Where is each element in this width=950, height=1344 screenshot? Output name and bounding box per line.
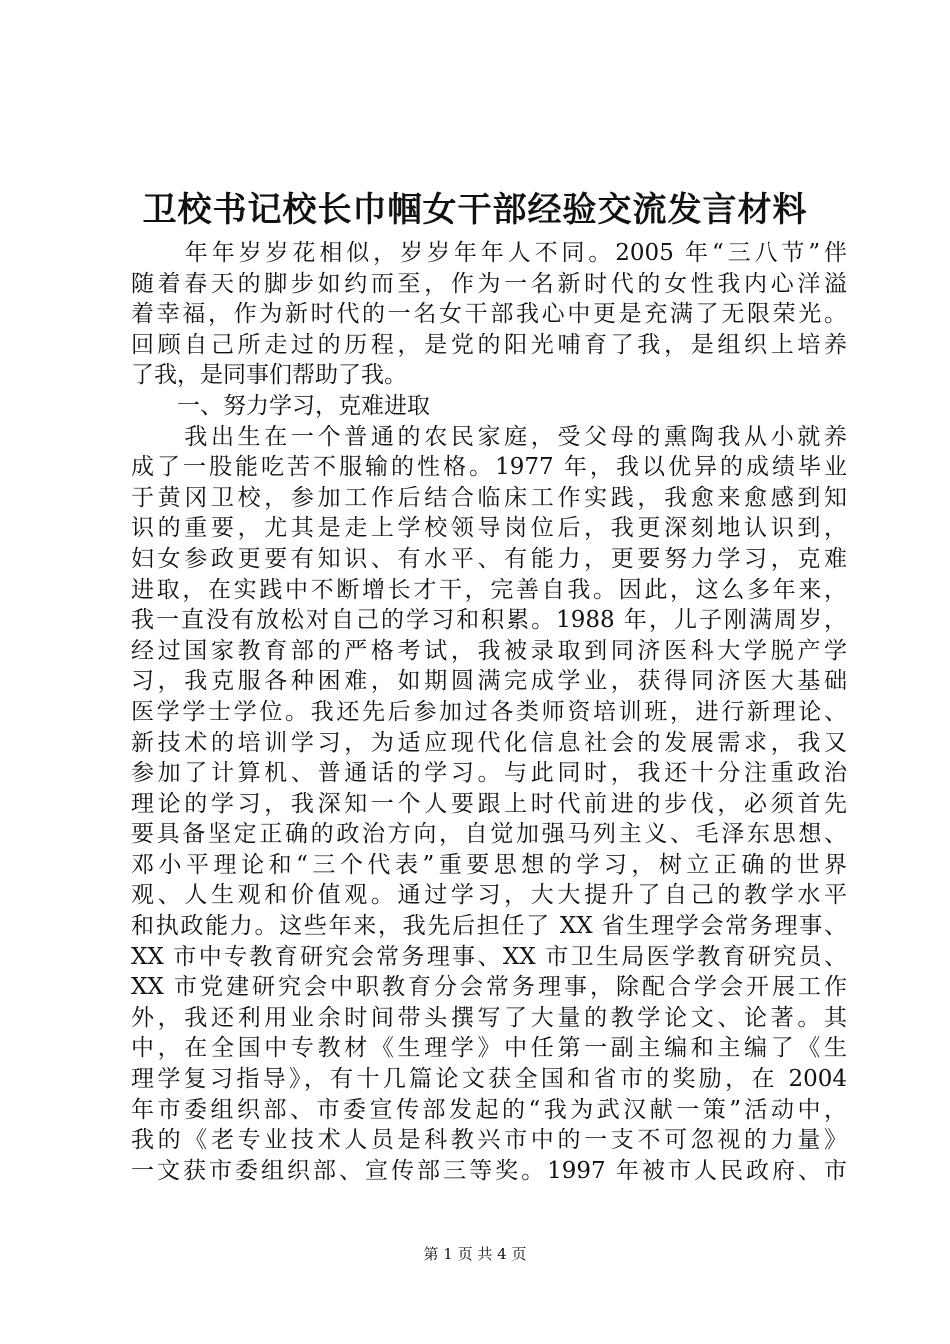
body-line: 理论的学习，我深知一个人要跟上时代前进的步伐，必须首先 (131, 790, 847, 817)
body-line: 妇女参政更要有知识、有水平、有能力，更要努力学习，克难 (131, 545, 847, 572)
body-line: 一、努力学习，克难进取 (131, 392, 430, 419)
body-line: 新技术的培训学习，为适应现代化信息社会的发展需求，我又 (131, 729, 847, 756)
body-line: XX 市中专教育研究会常务理事、XX 市卫生局医学教育研究员、 (131, 943, 847, 970)
body-line: 回顾自己所走过的历程，是党的阳光哺育了我，是组织上培养 (131, 331, 847, 358)
body-line: 理学复习指导》，有十几篇论文获全国和省市的奖励，在 2004 (131, 1066, 847, 1093)
body-line: 和执政能力。这些年来，我先后担任了 XX 省生理学会常务理事、 (131, 913, 847, 940)
body-line: 年年岁岁花相似，岁岁年年人不同。2005 年“三八节”伴 (131, 240, 847, 266)
body-line: 参加了计算机、普通话的学习。与此同时，我还十分注重政治 (131, 760, 847, 787)
body-line: 经过国家教育部的严格考试，我被录取到同济医科大学脱产学 (131, 637, 847, 664)
document-body (131, 238, 847, 1186)
body-line: 习，我克服各种困难，如期圆满完成学业，获得同济医大基础 (131, 668, 847, 695)
body-line: 一文获市委组织部、宣传部三等奖。1997 年被市人民政府、市 (131, 1157, 847, 1184)
body-line: 中，在全国中专教材《生理学》中任第一副主编和主编了《生 (131, 1035, 847, 1062)
body-line: 成了一股能吃苦不服输的性格。1977 年，我以优异的成绩毕业 (131, 454, 847, 481)
document-title: 卫校书记校长巾帼女干部经验交流发言材料 (142, 190, 808, 230)
body-line: 着幸福，作为新时代的一名女干部我心中更是充满了无限荣光。 (131, 301, 847, 328)
body-line: 我出生在一个普通的农民家庭，受父母的熏陶我从小就养 (131, 423, 847, 450)
body-line: 年市委组织部、市委宣传部发起的“我为武汉献一策”活动中， (131, 1096, 847, 1123)
body-line: 我一直没有放松对自己的学习和积累。1988 年，儿子刚满周岁， (131, 607, 847, 634)
body-line: 识的重要，尤其是走上学校领导岗位后，我更深刻地认识到， (131, 515, 847, 542)
body-line: 观、人生观和价值观。通过学习，大大提升了自己的教学水平 (131, 882, 847, 909)
body-line: 我的《老专业技术人员是科教兴市中的一支不可忽视的力量》 (131, 1127, 847, 1154)
body-line: XX 市党建研究会中职教育分会常务理事，除配合学会开展工作 (131, 974, 847, 1001)
body-line: 于黄冈卫校，参加工作后结合临床工作实践，我愈来愈感到知 (131, 484, 847, 511)
body-line: 医学学士学位。我还先后参加过各类师资培训班，进行新理论、 (131, 698, 847, 725)
page-footer: 第 1 页 共 4 页 (423, 1245, 527, 1263)
body-line: 邓小平理论和“三个代表”重要思想的学习，树立正确的世界 (131, 851, 847, 878)
body-line: 了我，是同事们帮助了我。 (131, 362, 407, 389)
body-line: 要具备坚定正确的政治方向，自觉加强马列主义、毛泽东思想、 (131, 821, 847, 848)
body-line: 外，我还利用业余时间带头撰写了大量的教学论文、论著。其 (131, 1004, 847, 1031)
body-line: 随着春天的脚步如约而至，作为一名新时代的女性我内心洋溢 (131, 270, 847, 297)
body-line: 进取，在实践中不断增长才干，完善自我。因此，这么多年来， (131, 576, 847, 603)
